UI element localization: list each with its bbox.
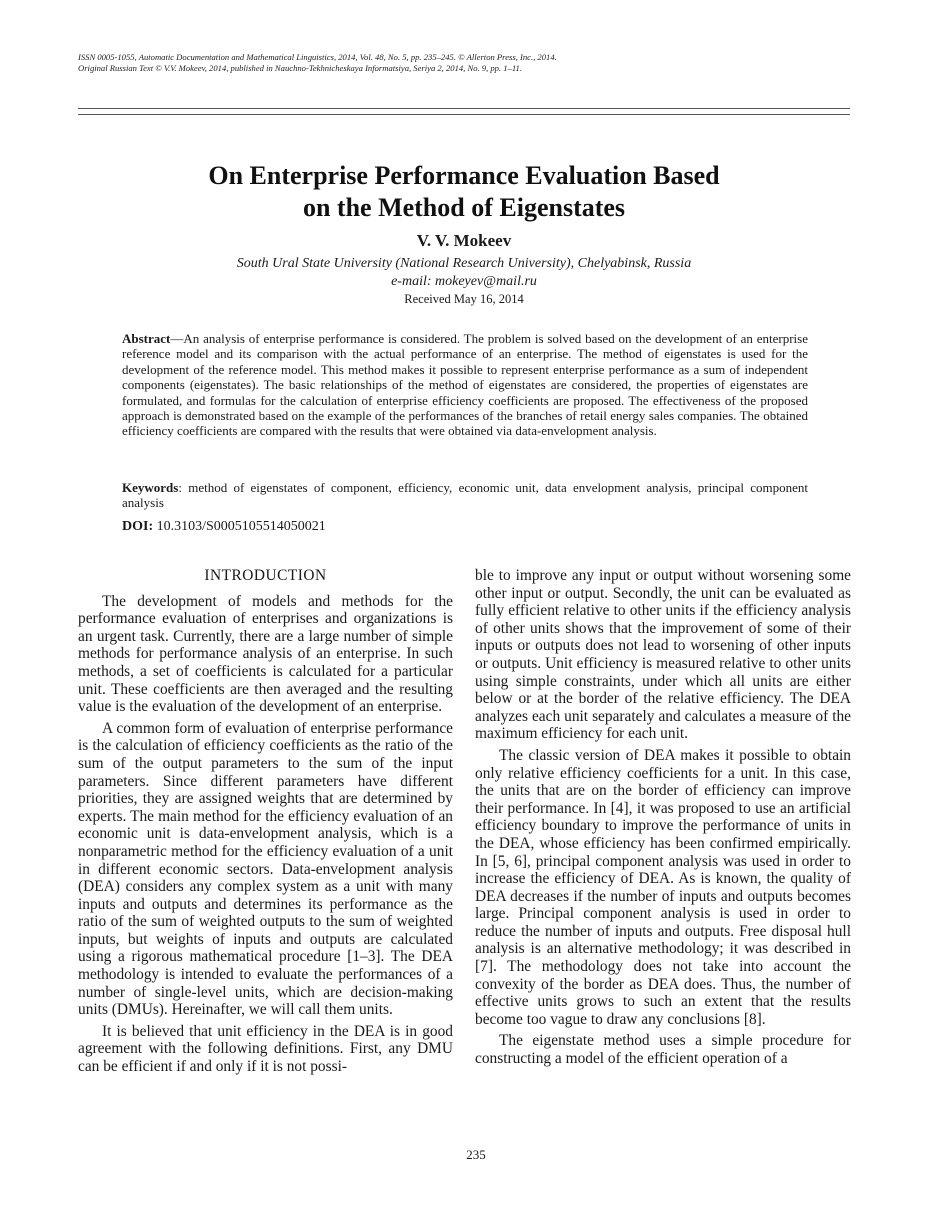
section-title-introduction: INTRODUCTION xyxy=(204,567,327,584)
body-paragraph: The eigenstate method uses a simple procedure for constructing a model of the efficient operation of a xyxy=(475,1032,851,1068)
keywords xyxy=(122,480,808,511)
keywords-text: : method of eigenstates of component, efficiency, economic unit, data envelopment analysis, principal component analysis xyxy=(122,480,808,511)
author-name: V. V. Mokeev xyxy=(416,231,512,250)
header-rule-top xyxy=(78,108,850,109)
page-number: 235 xyxy=(466,1147,486,1162)
author-email: e-mail: mokeyev@mail.ru xyxy=(391,274,537,289)
journal-header-line-1: ISSN 0005-1055, Automatic Documentation and Mathematical Linguistics, 2014, Vol. 48, No. 5, pp. 235–245. © Allerton Press, Inc., 2014. xyxy=(78,52,557,62)
abstract-label: Abstract xyxy=(122,331,171,346)
paper-title xyxy=(78,160,850,224)
abstract xyxy=(122,331,808,439)
body-paragraph: The development of models and methods for the performance evaluation of enterprises and organizations is an urgent task. Currently, there are a large number of simple methods for performance analysis of an enterprise. In such methods, a set of coefficients is calculated for a particular unit. These coefficients are then averaged and the resulting value is the evaluation of the development of an enterprise. xyxy=(78,592,453,716)
body-paragraph: The classic version of DEA makes it possible to obtain only relative efficiency coefficients for a unit. In this case, the units that are on the border of efficiency can improve their performance. In [4], it was proposed to use an artificial efficiency boundary to improve the performance of units in the DEA, whose efficiency has been confirmed empirically. In [5, 6], principal component analysis was used in order to increase the efficiency of DEA. As is known, the quality of DEA decreases if the number of inputs and outputs becomes large. Principal component analysis is used in order to reduce the number of inputs and outputs. Free disposal hull analysis is an alternative methodology; it was described in [7]. The methodology does not take into account the convexity of the border as DEA does. Thus, the number of effective units grows to such an extent that the results become too vague to draw any conclusions [8]. xyxy=(475,746,851,1028)
received-date: Received May 16, 2014 xyxy=(404,292,524,306)
body-paragraph: ble to improve any input or output without worsening some other input or output. Secondly, the unit can be evaluated as fully efficient relative to other units if the efficiency analysis of other units shows that the improvement of some of their inputs or outputs does not lead to worsening of other inputs or outputs. Unit efficiency is measured relative to other units using simple constraints, under which all units are either below or at the border of the relative efficiency. The DEA analyzes each unit separately and calculates a measure of the maximum efficiency for each unit. xyxy=(475,567,851,743)
body-column-right xyxy=(475,567,851,1068)
doi xyxy=(122,518,326,535)
doi-value: 10.3103/S0005105514050021 xyxy=(153,519,326,534)
keywords-label: Keywords xyxy=(122,480,179,495)
body-column-left xyxy=(78,567,453,1076)
paper-title-line-1: On Enterprise Performance Evaluation Based xyxy=(208,161,720,190)
abstract-text: —An analysis of enterprise performance is considered. The problem is solved based on the development of an enterprise reference model and its comparison with the actual performance of an enterprise. The method of eigenstates is used for the development of the reference model. This method makes it possible to represent enterprise performance as a sum of independent components (eigenstates). The basic relationships of the method of eigenstates are considered, the properties of eigenstates are formulated, and formulas for the calculation of enterprise efficiency coefficients are proposed. The effectiveness of the proposed approach is demonstrated based on the example of the performances of the branches of retail energy sales companies. The obtained efficiency coefficients are compared with the results that were obtained via data-envelopment analysis. xyxy=(122,331,808,439)
body-paragraph: A common form of evaluation of enterprise performance is the calculation of efficiency coefficients as the ratio of the sum of the output parameters to the sum of the input parameters. Since different parameters have different priorities, they are assigned weights that are determined by experts. The main method for the efficiency evaluation of an economic unit is data-envelopment analysis, which is a nonparametric method for the efficiency evaluation of a unit in different economic sectors. Data-envelopment analysis (DEA) considers any complex system as a unit with many inputs and outputs and determines its performance as the ratio of the sum of weighted outputs to the sum of weighted inputs, but weights of inputs and outputs are calculated using a rigorous mathematical procedure [1–3]. The DEA methodology is intended to evaluate the performances of a number of single-level units, which are decision-making units (DMUs). Hereinafter, we will call them units. xyxy=(78,719,453,1019)
header-rule-bottom xyxy=(78,114,850,115)
paper-title-line-2: on the Method of Eigenstates xyxy=(302,193,626,222)
journal-header-line-2: Original Russian Text © V.V. Mokeev, 2014, published in Nauchno-Tekhnicheskaya Informatsiya, Seriya 2, 2014, No. 9, pp. 1–11. xyxy=(78,63,522,73)
body-paragraph: It is believed that unit efficiency in the DEA is in good agreement with the following definitions. First, any DMU can be efficient if and only if it is not possi- xyxy=(78,1022,453,1076)
author-affiliation: South Ural State University (National Research University), Chelyabinsk, Russia xyxy=(236,256,692,271)
journal-header xyxy=(78,52,858,74)
doi-label: DOI: xyxy=(122,519,154,534)
